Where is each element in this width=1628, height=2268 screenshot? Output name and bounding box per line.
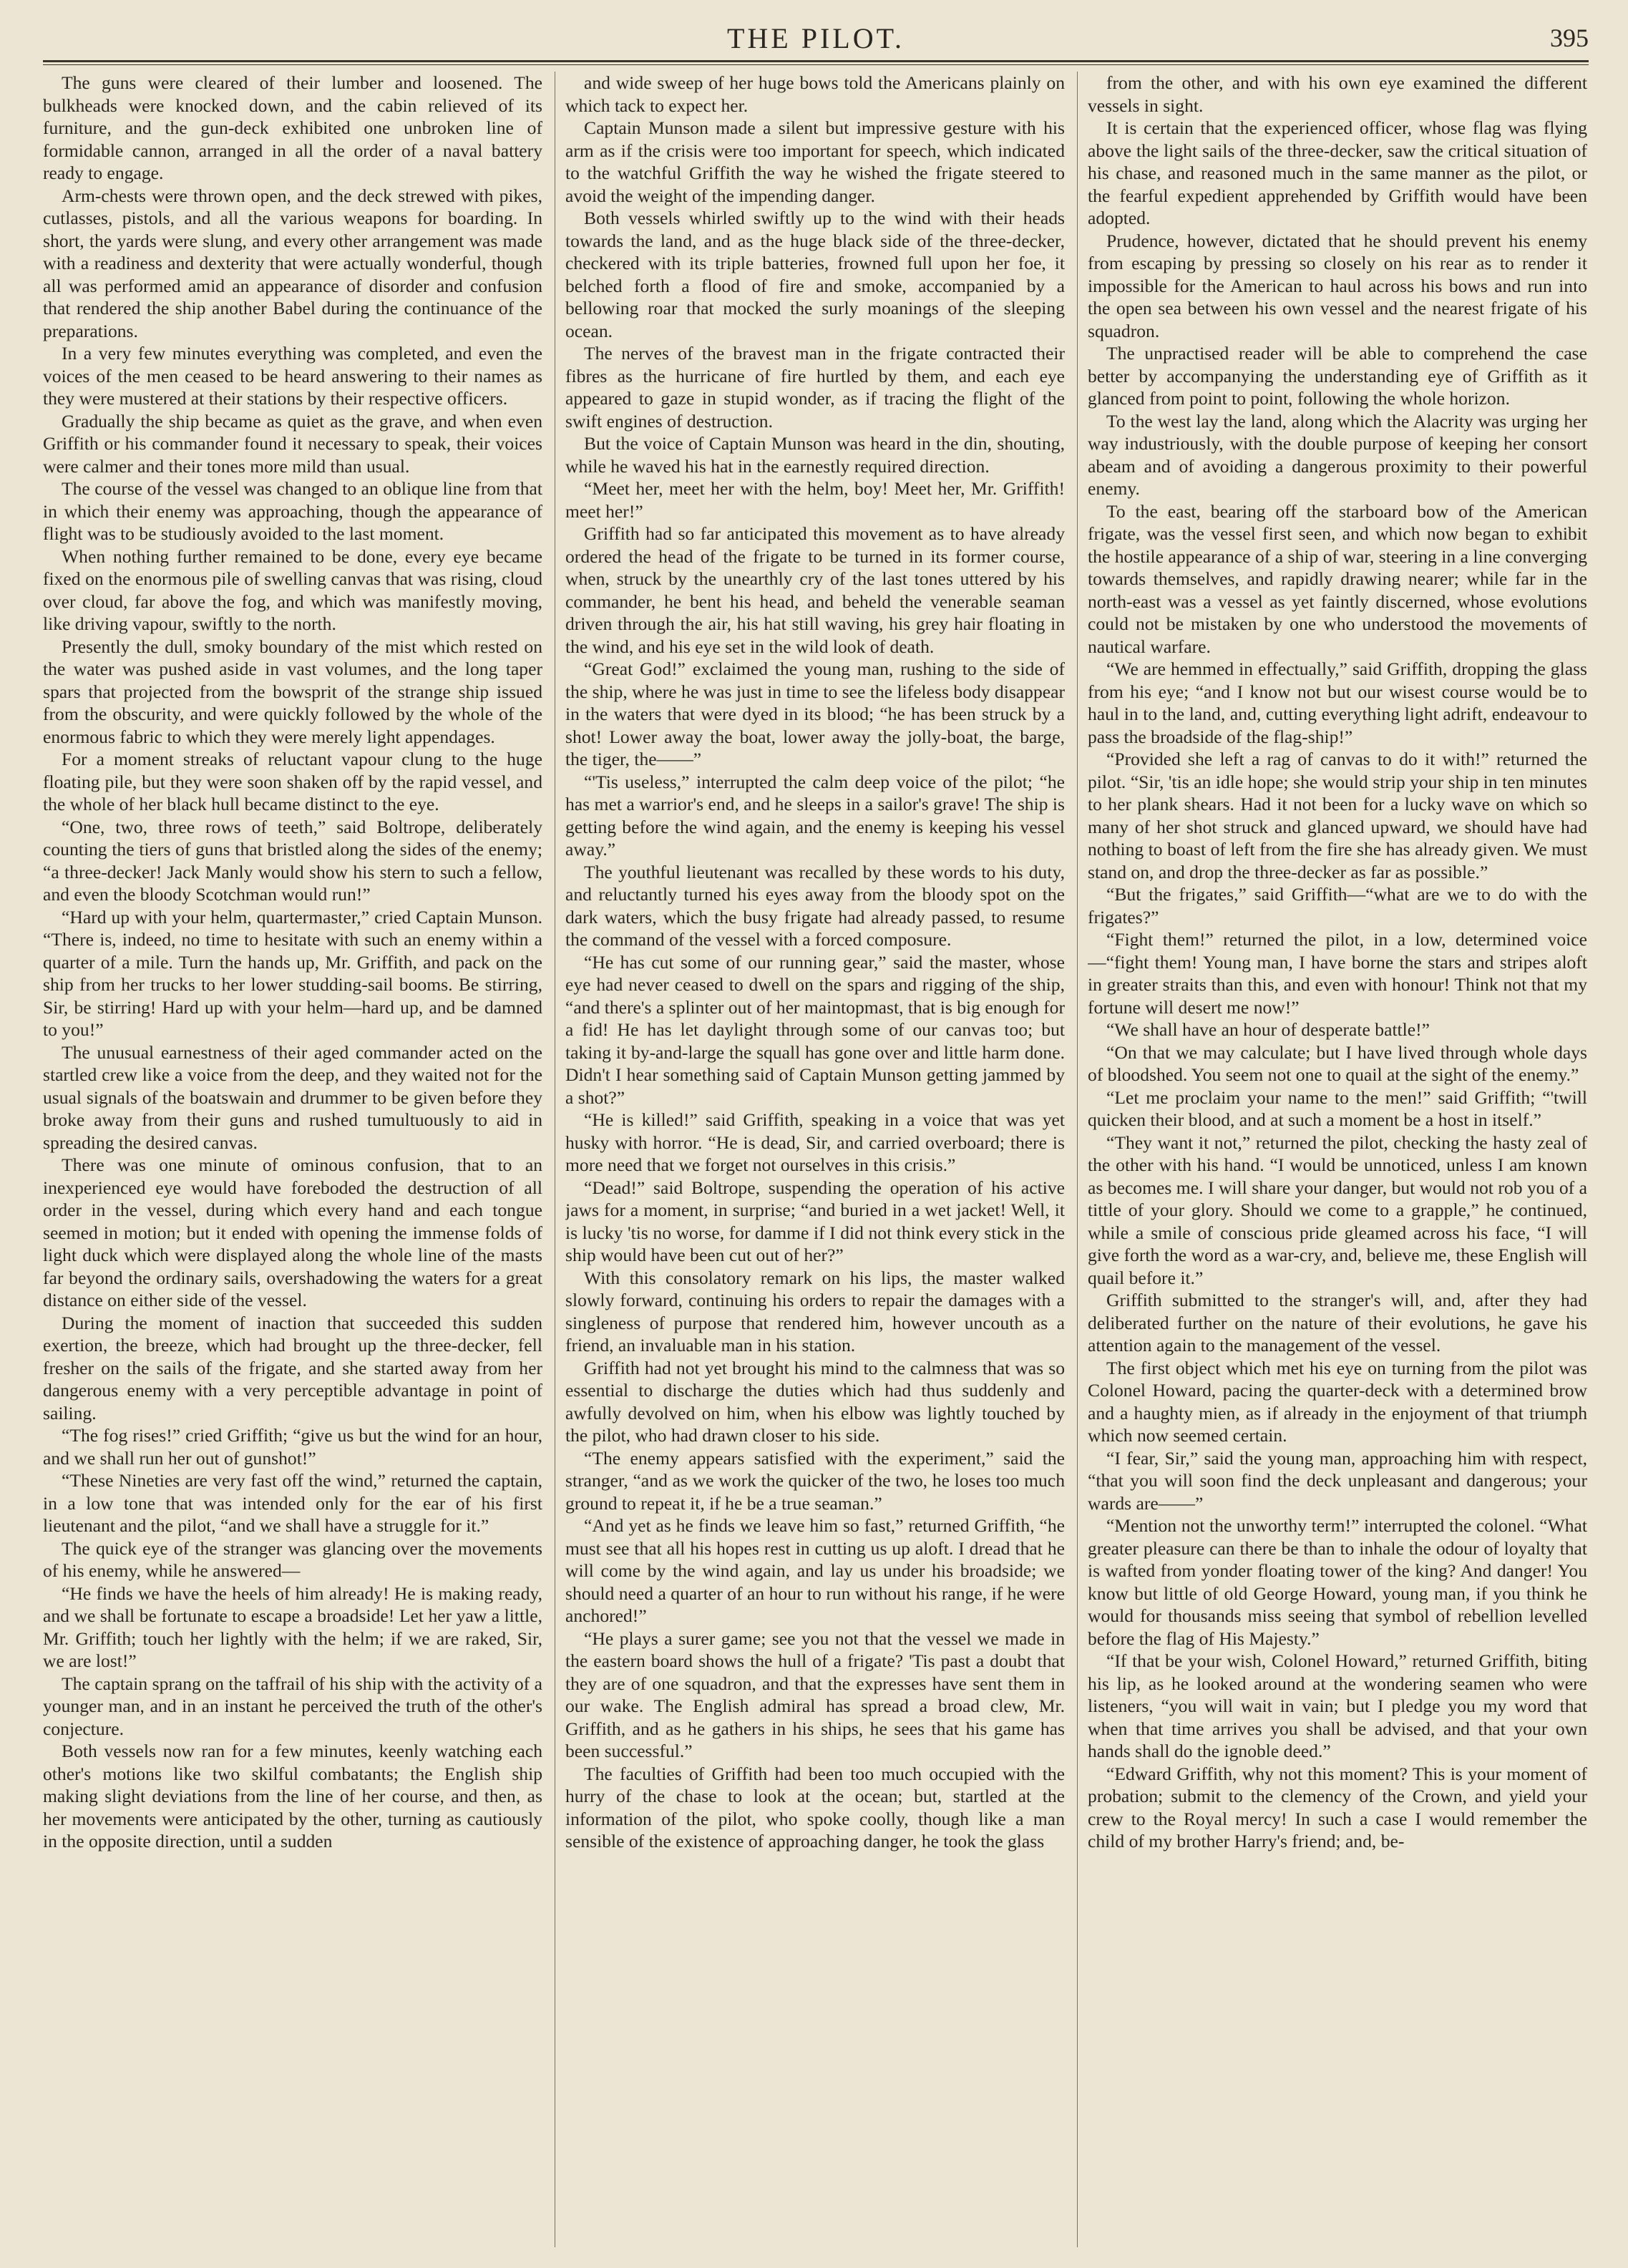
paragraph: “One, two, three rows of teeth,” said Boltrope, deliberately counting the tiers of guns that bristled along the sides of the enemy; “a three-decker! Jack Manly would show his stern to such a fellow, and even the bloody Scotchman would run!” [43, 816, 542, 905]
paragraph: Both vessels whirled swiftly up to the wind with their heads towards the land, and as the huge black side of the three-decker, checkered with its triple batteries, frowned full upon her foe, it belched forth a flood of fire and smoke, accompanied by a bellowing roar that mocked the surly moanings of the sleeping ocean. [565, 208, 1065, 341]
column-divider-2 [1077, 72, 1078, 2247]
paragraph: The nerves of the bravest man in the frigate contracted their fibres as the hurricane of fire hurtled by them, and each eye appeared to gaze in stupid wonder, as if tracing the flight of the swift engines of destruction. [565, 343, 1065, 432]
paragraph: “They want it not,” returned the pilot, checking the hasty zeal of the other with his hand. “I would be unnoticed, unless I am known as becomes me. I will share your danger, but would not rob you of a tittle of your glory. Should we come to a grapple,” he continued, while a smile of conscious pride gleamed across his face, “I will give forth the word as a war-cry, and, believe me, these English will quail before it.” [1088, 1131, 1587, 1288]
paragraph: But the voice of Captain Munson was heard in the din, shouting, while he waved his hat in the earnestly required direction. [565, 433, 1065, 477]
paragraph: and wide sweep of her huge bows told the Americans plainly on which tack to expect her. [565, 72, 1065, 116]
paragraph: “Edward Griffith, why not this moment? This is your moment of probation; submit to the clemency of the Crown, and yield your crew to the Royal mercy! In such a case I would remember the child of my brother Harry's friend; and, be- [1088, 1763, 1587, 1851]
text-column-2 [565, 72, 1065, 2247]
paragraph: “He is killed!” said Griffith, speaking in a voice that was yet husky with horror. “He is dead, Sir, and carried overboard; there is more need that we forget not ourselves in this crisis.” [565, 1109, 1065, 1175]
paragraph: “Provided she left a rag of canvas to do it with!” returned the pilot. “Sir, 'tis an idle hope; she would strip your ship in ten minutes to her plank shears. Had it not been for a lucky wave on which so many of her shot struck and glanced upward, we should have had nothing to boast of left from the fire she has already given. We must stand on, and drop the three-decker as far as possible.” [1088, 749, 1587, 882]
page-title: THE PILOT. [726, 22, 905, 54]
paragraph: “He plays a surer game; see you not that the vessel we made in the eastern board shows the hull of a frigate? 'Tis past a doubt that they are of one squadron, and that the expresses have sent them in our wake. The English admiral has spread a broad clew, Mr. Griffith, and as he gathers in his ships, he sees that his game has been successful.” [565, 1627, 1065, 1761]
running-header [43, 21, 1589, 54]
paragraph: Captain Munson made a silent but impressive gesture with his arm as if the crisis were too important for speech, which indicated to the watchful Griffith the way he wished the frigate steered to avoid the weight of the impending danger. [565, 117, 1065, 206]
paragraph: “Let me proclaim your name to the men!” said Griffith; “'twill quicken their blood, and at such a moment be a host in itself.” [1088, 1086, 1587, 1130]
paragraph: Griffith submitted to the stranger's will, and, after they had deliberated further on the nature of their evolutions, he gave his attention again to the management of the vessel. [1088, 1290, 1587, 1356]
paragraph: The first object which met his eye on turning from the pilot was Colonel Howard, pacing the quarter-deck with a determined brow and a haughty mien, as if already in the enjoyment of that triumph which now seemed certain. [1088, 1357, 1587, 1446]
paragraph: “The fog rises!” cried Griffith; “give us but the wind for an hour, and we shall run her out of gunshot!” [43, 1425, 542, 1469]
paragraph: “Meet her, meet her with the helm, boy! Meet her, Mr. Griffith! meet her!” [565, 478, 1065, 522]
paragraph: Both vessels now ran for a few minutes, keenly watching each other's motions like two skilful combatants; the English ship making slight deviations from the line of her course, and then, as her movements were anticipated by the other, turning as cautiously in the opposite direction, until a sudden [43, 1741, 542, 1851]
paragraph: Griffith had so far anticipated this movement as to have already ordered the head of the frigate to be turned in its former course, when, struck by the unearthly cry of the last tones uttered by his commander, he bent his head, and beheld the venerable seaman driven through the air, his hat still waving, his grey hair floating in the wind, and his eye set in the wild look of death. [565, 523, 1065, 657]
paragraph: The unusual earnestness of their aged commander acted on the startled crew like a voice from the deep, and they waited not for the usual signals of the boatswain and drummer to be given before they broke away from their guns and rushed tumultuously to aid in spreading the desired canvas. [43, 1041, 542, 1153]
paragraph: The youthful lieutenant was recalled by these words to his duty, and reluctantly turned his eyes away from the bloody spot on the dark waters, which the busy frigate had already passed, to resume the command of the vessel with a forced composure. [565, 861, 1065, 950]
paragraph: “If that be your wish, Colonel Howard,” returned Griffith, biting his lip, as he looked around at the wondering seamen who were listeners, “you will wait in vain; but I pledge you my word that when that time arrives you shall be advised, and that your own hands shall do the ignoble deed.” [1088, 1650, 1587, 1761]
paragraph: “But the frigates,” said Griffith—“what are we to do with the frigates?” [1088, 884, 1587, 928]
paragraph: Arm-chests were thrown open, and the deck strewed with pikes, cutlasses, pistols, and all the various weapons for boarding. In short, the yards were slung, and every other arrangement was made with a readiness and dexterity that were actually wonderful, though all was performed amid an appearance of disorder and confusion that rendered the ship another Babel during the continuance of the preparations. [43, 185, 542, 341]
paragraph: “Hard up with your helm, quartermaster,” cried Captain Munson. “There is, indeed, no time to hesitate with such an enemy within a quarter of a mile. Turn the hands up, Mr. Griffith, and pack on the ship from her trucks to her lower studding-sail booms. Be stirring, Sir, be stirring! Hard up with your helm—hard up, and be damned to you!” [43, 906, 542, 1040]
paragraph: When nothing further remained to be done, every eye became fixed on the enormous pile of swelling canvas that was rising, cloud over cloud, far above the fog, and which was manifestly moving, like driving vapour, swiftly to the north. [43, 545, 542, 634]
paragraph: To the east, bearing off the starboard bow of the American frigate, was the vessel first seen, and which now began to exhibit the hostile appearance of a ship of war, steering in a line converging towards themselves, and rapidly drawing nearer; while far in the north-east was a vessel as yet faintly discerned, whose evolutions could not be mistaken by one who understood the movements of nautical warfare. [1088, 500, 1587, 657]
header-rule [43, 60, 1589, 62]
paragraph: “Dead!” said Boltrope, suspending the operation of his active jaws for a moment, in surprise; “and buried in a wet jacket! Well, it is lucky 'tis no worse, for damme if I did not think every stick in the ship would have been cut out of her?” [565, 1177, 1065, 1265]
paragraph: The faculties of Griffith had been too much occupied with the hurry of the chase to look at the ocean; but, startled at the information of the pilot, who spoke coolly, though like a man sensible of the existence of approaching danger, he took the glass [565, 1763, 1065, 1851]
paragraph: from the other, and with his own eye examined the different vessels in sight. [1088, 72, 1587, 116]
paragraph: “Mention not the unworthy term!” interrupted the colonel. “What greater pleasure can there be than to inhale the odour of loyalty that is wafted from yonder floating tower of the king? And danger! You know but little of old George Howard, young man, if you think he would for thousands miss seeing that symbol of rebellion levelled before the flag of His Majesty.” [1088, 1515, 1587, 1649]
paragraph: “On that we may calculate; but I have lived through whole days of bloodshed. You seem not one to quail at the sight of the enemy.” [1088, 1041, 1587, 1085]
text-column-3 [1088, 72, 1587, 2247]
paragraph: “And yet as he finds we leave him so fast,” returned Griffith, “he must see that all his hopes rest in cutting us up aloft. I dread that he will come by the wind again, and lay us under his broadside; we should need a quarter of an hour to run without his range, if he were anchored!” [565, 1515, 1065, 1626]
paragraph: “He has cut some of our running gear,” said the master, whose eye had never ceased to dwell on the spars and rigging of the ship, “and there's a splinter out of her maintopmast, that is big enough for a fid! He has let daylight through some of our canvas too; but taking it by-and-large the squall has gone over and little harm done. Didn't I hear something said of Captain Munson getting jammed by a shot?” [565, 951, 1065, 1108]
paragraph: It is certain that the experienced officer, whose flag was flying above the light sails of the three-decker, saw the critical situation of his chase, and reasoned much in the same manner as the pilot, or the fearful expedient apprehended by Griffith would have been adopted. [1088, 117, 1587, 228]
paragraph: “Great God!” exclaimed the young man, rushing to the side of the ship, where he was just in time to see the lifeless body disappear in the waters that were dyed in its blood; “he has been struck by a shot! Lower away the boat, lower away the jolly-boat, the barge, the tiger, the——” [565, 658, 1065, 769]
paragraph: In a very few minutes everything was completed, and even the voices of the men ceased to be heard answering to their names as they were mustered at their stations by their respective officers. [43, 343, 542, 409]
paragraph: “These Nineties are very fast off the wind,” returned the captain, in a low tone that was intended only for the ear of his first lieutenant and the pilot, “and we shall have a struggle for it.” [43, 1470, 542, 1536]
paragraph: The captain sprang on the taffrail of his ship with the activity of a younger man, and in an instant he perceived the truth of the other's conjecture. [43, 1673, 542, 1739]
paragraph: “I fear, Sir,” said the young man, approaching him with respect, “that you will soon find the deck unpleasant and dangerous; your wards are——” [1088, 1447, 1587, 1514]
paragraph: “We are hemmed in effectually,” said Griffith, dropping the glass from his eye; “and I know not but our wisest course would be to haul in to the land, and, cutting everything light adrift, endeavour to pass the broadside of the flag-ship!” [1088, 658, 1587, 747]
paragraph: “'Tis useless,” interrupted the calm deep voice of the pilot; “he has met a warrior's end, and he sleeps in a sailor's grave! The ship is getting before the wind again, and the enemy is keeping his vessel away.” [565, 771, 1065, 860]
paragraph: The quick eye of the stranger was glancing over the movements of his enemy, while he answered— [43, 1537, 542, 1581]
paragraph: Griffith had not yet brought his mind to the calmness that was so essential to discharge the duties which had thus suddenly and awfully devolved on him, when his elbow was lightly touched by the pilot, who had drawn closer to his side. [565, 1357, 1065, 1446]
paragraph: “The enemy appears satisfied with the experiment,” said the stranger, “and as we work the quicker of the two, he loses too much ground to repeat it, if he be a true seaman.” [565, 1447, 1065, 1514]
paragraph: For a moment streaks of reluctant vapour clung to the huge floating pile, but they were soon shaken off by the rapid vessel, and the whole of her black hull became distinct to the eye. [43, 749, 542, 814]
paragraph: “He finds we have the heels of him already! He is making ready, and we shall be fortunate to escape a broadside! Let her yaw a little, Mr. Griffith; touch her lightly with the helm; if we are raked, Sir, we are lost!” [43, 1582, 542, 1671]
page-number: 395 [1550, 24, 1589, 52]
paragraph: “We shall have an hour of desperate battle!” [1106, 1019, 1430, 1040]
text-column-1 [43, 72, 542, 2247]
paragraph: Gradually the ship became as quiet as the grave, and when even Griffith or his commander found it necessary to speak, their voices were calmer and their tones more mild than usual. [43, 410, 542, 477]
paragraph: The unpractised reader will be able to comprehend the case better by accompanying the understanding eye of Griffith as it glanced from point to point, following the whole horizon. [1088, 343, 1587, 409]
paragraph: The guns were cleared of their lumber and loosened. The bulkheads were knocked down, and the cabin relieved of its furniture, and the gun-deck exhibited one unbroken line of formidable cannon, arranged in all the order of a naval battery ready to engage. [43, 72, 542, 183]
paragraph: “Fight them!” returned the pilot, in a low, determined voice—“fight them! Young man, I have borne the stars and stripes aloft in greater straits than this, and even with honour! Think not that my fortune will desert me now!” [1088, 929, 1587, 1018]
paragraph: There was one minute of ominous confusion, that to an inexperienced eye would have foreboded the destruction of all order in the vessel, during which every hand and each tongue seemed in motion; but it ended with opening the immense folds of light duck which were displayed along the whole line of the masts far beyond the ordinary sails, overshadowing the waters for a great distance on either side of the vessel. [43, 1154, 542, 1310]
paragraph: To the west lay the land, along which the Alacrity was urging her way industriously, with the double purpose of keeping her consort abeam and of avoiding a dangerous proximity to their powerful enemy. [1088, 410, 1587, 499]
paragraph: Prudence, however, dictated that he should prevent his enemy from escaping by pressing so closely on his rear as to render it impossible for the American to haul across his bows and run into the open sea between his own vessel and the nearest frigate of his squadron. [1088, 230, 1587, 341]
paragraph: Presently the dull, smoky boundary of the mist which rested on the water was pushed aside in vast volumes, and the long taper spars that projected from the bowsprit of the strange ship issued from the obscurity, and were quickly followed by the whole of the enormous fabric to which they were merely light appendages. [43, 636, 542, 747]
paragraph: With this consolatory remark on his lips, the master walked slowly forward, continuing his orders to repair the damages with a singleness of purpose that rendered him, however uncouth as a friend, an invaluable man in his station. [565, 1267, 1065, 1356]
header-rule-thin [43, 64, 1589, 65]
paragraph: The course of the vessel was changed to an oblique line from that in which their enemy was approaching, though the appearance of flight was to be studiously avoided to the last moment. [43, 478, 542, 544]
paragraph: During the moment of inaction that succeeded this sudden exertion, the breeze, which had brought up the three-decker, fell fresher on the sails of the frigate, and she started away from her dangerous enemy with a very perceptible advantage in point of sailing. [43, 1312, 542, 1423]
